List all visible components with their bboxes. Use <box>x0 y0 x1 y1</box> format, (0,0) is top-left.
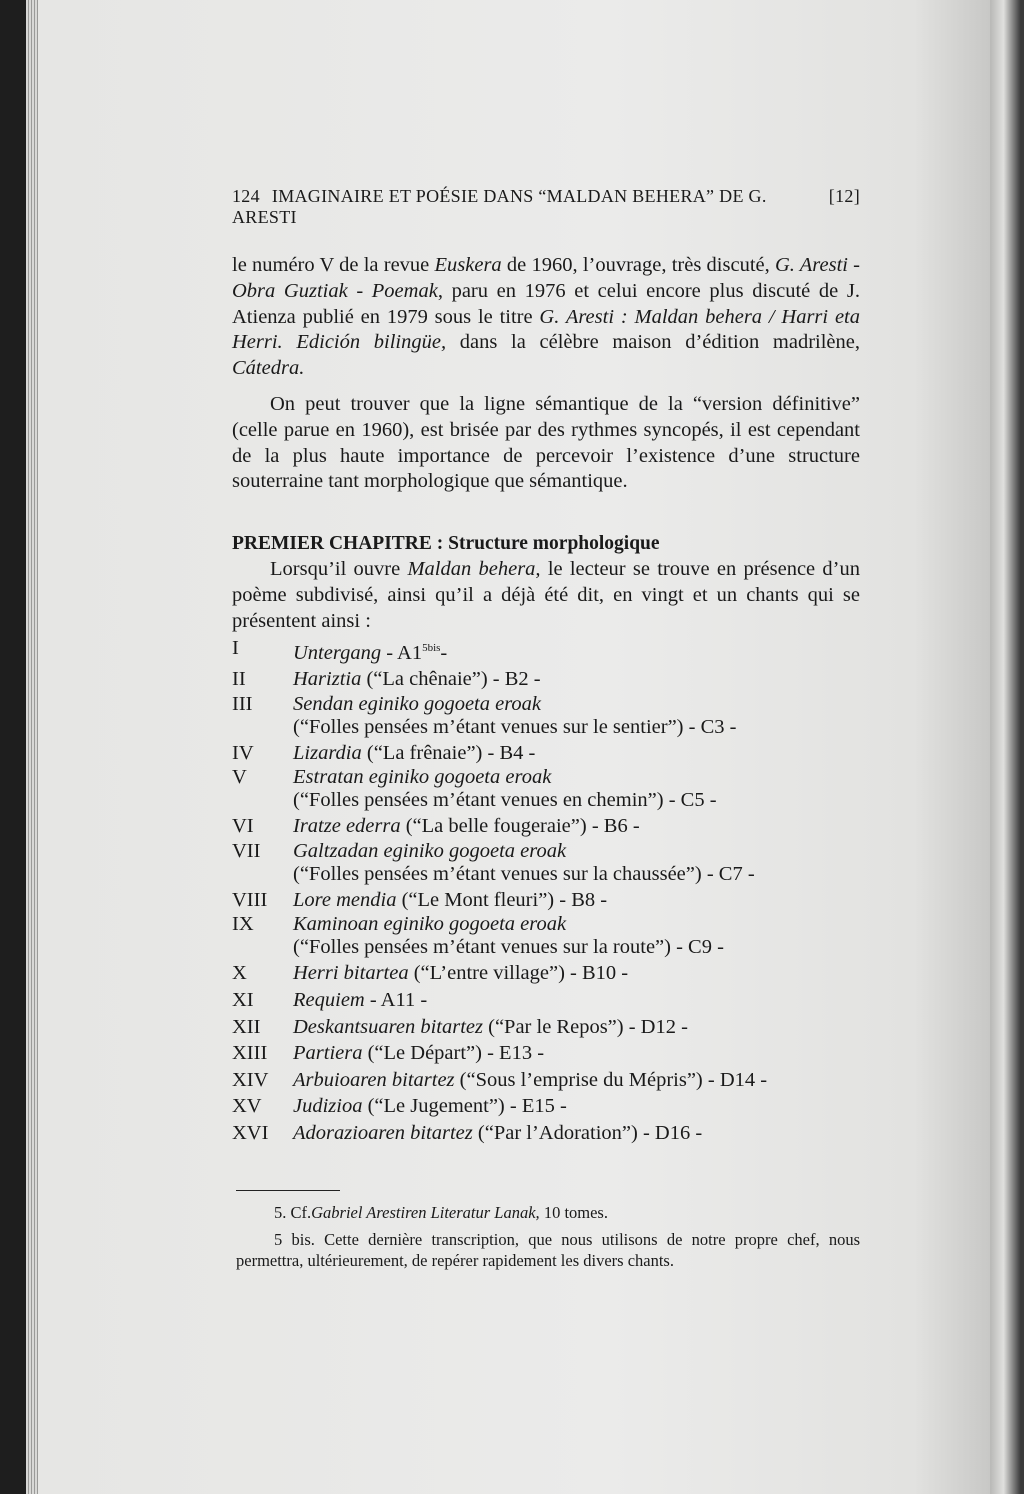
chant-entry <box>293 766 551 788</box>
roman-numeral: XII <box>232 1015 261 1038</box>
roman-numeral: I <box>232 636 239 659</box>
footnote-rule <box>236 1190 340 1191</box>
chant-entry <box>293 913 566 935</box>
chant-entry <box>293 1014 688 1041</box>
chant-code: - A1 <box>381 641 423 664</box>
chant-entry <box>293 740 535 767</box>
chant-item <box>232 840 860 862</box>
roman-numeral: XIII <box>232 1042 268 1065</box>
text: le numéro V de la revue <box>232 254 435 276</box>
footnote-5 <box>236 1202 860 1223</box>
chant-code: (“Sous l’emprise du Mépris”) - D14 - <box>454 1068 768 1091</box>
chant-title: Sendan eginiko gogoeta eroak <box>293 692 542 715</box>
chant-title: Hariztia <box>293 667 362 690</box>
chant-item <box>232 1040 860 1067</box>
text: Lorsqu’il ouvre <box>270 558 408 581</box>
chant-translation: (“Folles pensées m’étant venues sur le sentier”) - C3 - <box>293 715 737 738</box>
running-title: IMAGINAIRE ET POÉSIE DANS “MALDAN BEHERA” DE G. ARESTI <box>232 186 767 227</box>
italic-title: Gabriel Arestiren Literatur Lanak, <box>311 1203 540 1222</box>
chant-code: (“L’entre village”) - B10 - <box>408 962 629 985</box>
chant-item <box>232 960 860 987</box>
chant-entry <box>293 887 607 914</box>
chant-title: Adorazioaren bitartez <box>293 1121 473 1144</box>
chant-entry <box>293 1067 767 1094</box>
text: 5. Cf. <box>274 1203 312 1222</box>
roman-numeral: III <box>232 692 253 715</box>
roman-numeral: VII <box>232 839 261 862</box>
chapter-heading: PREMIER CHAPITRE : Structure morphologique <box>232 533 660 555</box>
chant-translation: (“Folles pensées m’étant venues sur la chaussée”) - C7 - <box>293 862 755 885</box>
footnote-5bis: 5 bis. Cette dernière transcription, que nous utilisons de notre propre chef, nous permettra, ultérieurement, de repérer rapidement les divers chants. <box>236 1230 860 1270</box>
chant-item <box>232 887 860 914</box>
chant-title: Kaminoan eginiko gogoeta eroak <box>293 913 567 936</box>
page-edges <box>26 0 38 1494</box>
chant-entry <box>293 813 640 840</box>
chant-title: Estratan eginiko gogoeta eroak <box>293 766 552 789</box>
chant-item <box>232 1093 860 1120</box>
chant-item <box>232 740 860 767</box>
text: - <box>440 641 448 664</box>
chant-code: (“La frênaie”) - B4 - <box>361 741 536 764</box>
chant-code: (“Par l’Adoration”) - D16 - <box>472 1121 703 1144</box>
chant-translation: (“Folles pensées m’étant venues en chemin”) - C5 - <box>293 789 717 812</box>
footnotes <box>236 1202 860 1271</box>
chant-code: (“Le Départ”) - E13 - <box>362 1042 545 1065</box>
italic-title: G. Aresti : Maldan behera / Harri eta Herri. Edición bilingüe, <box>232 305 860 354</box>
chant-code: (“Le Jugement”) - E15 - <box>362 1095 567 1118</box>
chant-code: - A11 - <box>364 988 428 1011</box>
chant-title: Judizioa <box>293 1095 363 1118</box>
chant-item <box>232 987 860 1014</box>
chant-item <box>232 666 860 693</box>
chant-code: (“La chênaie”) - B2 - <box>361 667 541 690</box>
chant-title: Lizardia <box>293 741 362 764</box>
text: le lecteur se trouve en présence d’un poème subdivisé, ainsi qu’il a déjà été dit, en vingt et un chants qui se présentent ainsi : <box>232 558 860 632</box>
italic-title: Maldan behera, <box>407 558 541 581</box>
chant-item <box>232 1120 860 1147</box>
roman-numeral: II <box>232 667 246 690</box>
chant-title: Lore mendia <box>293 888 397 911</box>
chant-item <box>232 1067 860 1094</box>
roman-numeral: VIII <box>232 888 268 911</box>
chant-item <box>232 813 860 840</box>
chant-list <box>232 635 860 1147</box>
chant-item <box>232 913 860 935</box>
chant-title: Requiem <box>293 988 365 1011</box>
paragraph-1 <box>232 253 860 382</box>
chant-item <box>232 693 860 715</box>
roman-numeral: XIV <box>232 1068 269 1091</box>
chant-code: (“Le Mont fleuri”) - B8 - <box>396 888 608 911</box>
chant-entry <box>293 1093 567 1120</box>
chant-item <box>232 1014 860 1041</box>
paragraph-2: On peut trouver que la ligne sémantique de la “version définitive” (celle parue en 1960), est brisée par des rythmes syncopés, il est cependant de la plus haute importance de percevoir l’existence d’une structure souterraine tant morphologique que sémantique. <box>232 392 860 493</box>
roman-numeral: VI <box>232 815 254 838</box>
italic-title: Cátedra. <box>232 357 305 380</box>
roman-numeral: XV <box>232 1095 262 1118</box>
chant-entry <box>293 1120 702 1147</box>
page-curl <box>990 0 1024 1494</box>
chant-title: Herri bitartea <box>293 962 409 985</box>
chant-code: (“La belle fougeraie”) - B6 - <box>400 815 640 838</box>
text: 10 tomes. <box>539 1203 608 1222</box>
chant-title: Partiera <box>293 1042 363 1065</box>
paragraph-3 <box>232 557 860 634</box>
chant-entry <box>293 693 541 715</box>
roman-numeral: XVI <box>232 1121 269 1144</box>
chant-item <box>232 766 860 788</box>
main-text <box>232 253 860 1147</box>
text: , paru en 1976 et celui encore plus discuté de J. Atienza publié en 1979 sous le titre <box>232 279 860 328</box>
page-number: 124 <box>232 186 260 206</box>
chant-title: Galtzadan eginiko gogoeta eroak <box>293 839 567 862</box>
chant-item <box>232 635 860 666</box>
chant-translation: (“Folles pensées m’étant venues sur la route”) - C9 - <box>293 936 724 959</box>
section-ref: [12] <box>828 186 860 206</box>
chant-entry <box>293 666 541 693</box>
footnote-ref: 5bis <box>422 641 441 654</box>
chant-entry <box>293 960 628 987</box>
text: de 1960, l’ouvrage, très discuté, <box>501 254 775 276</box>
roman-numeral: IV <box>232 741 254 764</box>
text: dans la célèbre maison d’édition madrilène, <box>446 331 860 354</box>
chant-title: Untergang <box>293 641 382 664</box>
chant-title: Deskantsuaren bitartez <box>293 1015 483 1038</box>
chant-entry <box>293 635 447 666</box>
italic-title: Euskera <box>434 254 502 276</box>
chant-entry <box>293 840 566 862</box>
chant-entry <box>293 987 427 1014</box>
roman-numeral: X <box>232 962 247 985</box>
chant-entry <box>293 1040 544 1067</box>
chant-title: Arbuioaren bitartez <box>293 1068 455 1091</box>
roman-numeral: XI <box>232 988 254 1011</box>
running-header <box>232 186 860 228</box>
chant-code: (“Par le Repos”) - D12 - <box>483 1015 688 1038</box>
chant-title: Iratze ederra <box>293 815 401 838</box>
roman-numeral: IX <box>232 913 254 936</box>
italic-title: G. Aresti - Obra Guztiak - Poemak <box>232 254 861 302</box>
roman-numeral: V <box>232 766 247 789</box>
